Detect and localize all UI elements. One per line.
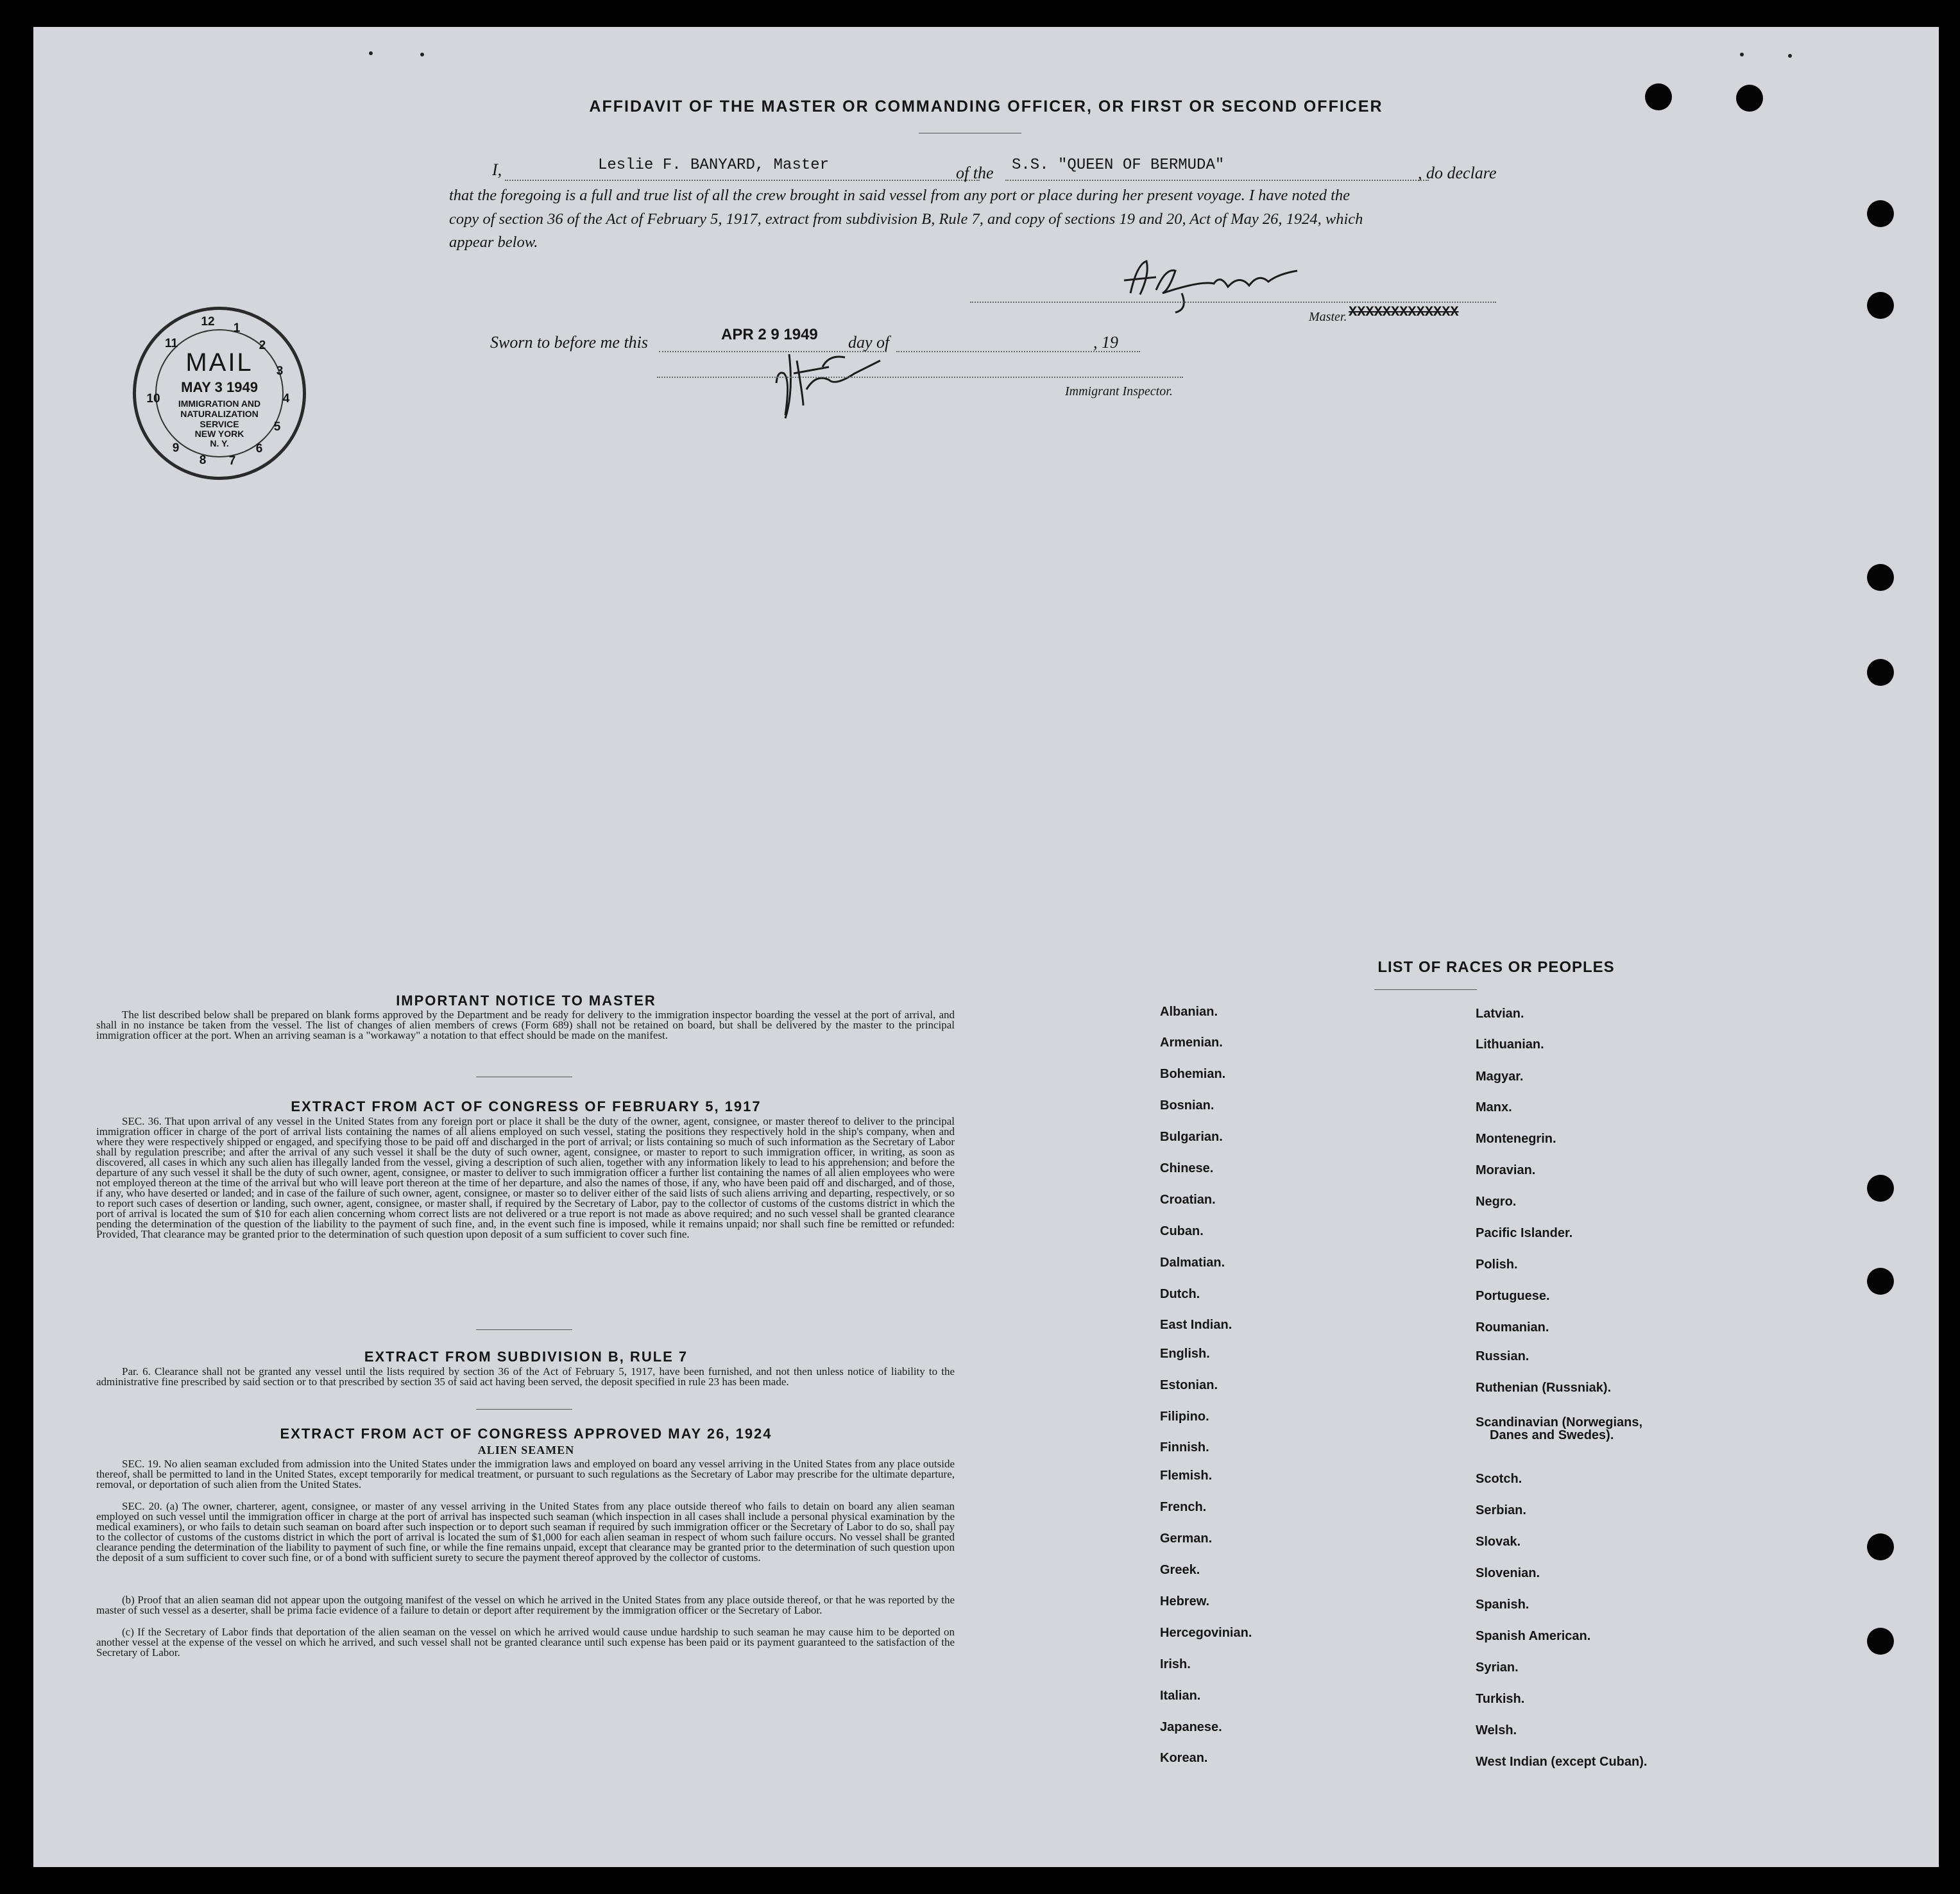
race-item: Flemish.: [1160, 1469, 1213, 1483]
stamp-line-4: NEW YORK: [194, 429, 244, 439]
paper-speck: [420, 53, 424, 56]
rule7-title: EXTRACT FROM SUBDIVISION B, RULE 7: [364, 1349, 688, 1365]
race-item: Korean.: [1160, 1751, 1208, 1765]
race-item: West Indian (except Cuban).: [1476, 1755, 1648, 1769]
stamp-hour-8: 8: [199, 454, 207, 467]
master-name: Leslie F. BANYARD, Master: [598, 157, 830, 174]
sec20c-text: (c) If the Secretary of Labor finds that deportation of the alien seaman on the vessel on which he arrived would cause undue hardship to such seaman he may cause him to be deported on another vessel at the expense of the vessel on which he arrived, and such vessel shall not be granted clearance until such expense has been paid or its payment guaranteed to the satisfaction of the Secretary of Labor.: [96, 1626, 955, 1659]
stamp-hour-10: 10: [146, 392, 160, 405]
stamp-hour-4: 4: [282, 392, 290, 405]
race-item: Armenian.: [1160, 1036, 1223, 1050]
document-page: [33, 27, 1939, 1867]
stamp-hour-12: 12: [201, 315, 215, 328]
race-item: Dalmatian.: [1160, 1256, 1225, 1270]
race-item: Magyar.: [1476, 1070, 1524, 1084]
name-fill-line: [505, 180, 980, 181]
race-item: Bulgarian.: [1160, 1130, 1223, 1144]
race-item: Latvian.: [1476, 1007, 1524, 1021]
i-label: I,: [492, 160, 502, 179]
stamp-hour-6: 6: [255, 442, 263, 456]
race-item: Japanese.: [1160, 1720, 1222, 1734]
race-item: Irish.: [1160, 1657, 1191, 1671]
race-item: Syrian.: [1476, 1660, 1519, 1675]
stamp-line-3: SERVICE: [200, 419, 239, 429]
inspector-sign-line: [657, 377, 1183, 378]
race-item: Bohemian.: [1160, 1067, 1226, 1081]
binder-hole: [1867, 659, 1894, 686]
master-strikeout: XXXXXXXXXXXXX: [1349, 304, 1459, 320]
race-item: East Indian.: [1160, 1318, 1232, 1332]
race-item: Chinese.: [1160, 1161, 1214, 1175]
stamp-hour-7: 7: [228, 454, 236, 468]
race-item: Negro.: [1476, 1195, 1517, 1209]
race-item: Italian.: [1160, 1689, 1201, 1703]
extract-1917-divider: [476, 1329, 572, 1330]
alien-seamen-subtitle: ALIEN SEAMEN: [477, 1444, 575, 1456]
races-divider: [1374, 989, 1477, 990]
race-item: Danes and Swedes).: [1490, 1428, 1614, 1442]
master-label: Master.: [1309, 310, 1347, 324]
mail-received-stamp: [133, 307, 306, 480]
master-signature: [1086, 255, 1317, 316]
binder-hole: [1867, 564, 1894, 591]
stamp-hour-1: 1: [233, 321, 241, 335]
race-item: Scandinavian (Norwegians,: [1476, 1415, 1643, 1429]
race-item: Estonian.: [1160, 1378, 1218, 1392]
race-item: Lithuanian.: [1476, 1037, 1544, 1052]
race-item: Polish.: [1476, 1258, 1518, 1272]
race-item: Albanian.: [1160, 1005, 1218, 1019]
race-item: Hebrew.: [1160, 1594, 1210, 1608]
race-item: Moravian.: [1476, 1163, 1536, 1177]
extract-1924-title: EXTRACT FROM ACT OF CONGRESS APPROVED MAY 26, 1924: [280, 1426, 772, 1442]
vessel-name: S.S. "QUEEN OF BERMUDA": [1012, 157, 1225, 174]
do-declare-label: , do declare: [1418, 164, 1497, 182]
extract-1917-title: EXTRACT FROM ACT OF CONGRESS OF FEBRUARY 5, 1917: [291, 1098, 762, 1114]
notice-title: IMPORTANT NOTICE TO MASTER: [396, 993, 656, 1009]
race-item: Ruthenian (Russniak).: [1476, 1381, 1612, 1395]
stamp-line-2: NATURALIZATION: [180, 409, 259, 419]
of-the-label: of the: [956, 164, 994, 182]
affidavit-line-2: that the foregoing is a full and true list of all the crew brought in said vessel from any port or place during her present voyage. I have noted the: [449, 187, 1351, 204]
stamp-hour-3: 3: [276, 364, 284, 378]
paper-speck: [1788, 54, 1792, 58]
race-item: Greek.: [1160, 1563, 1200, 1577]
race-item: Portuguese.: [1476, 1289, 1550, 1303]
race-item: Bosnian.: [1160, 1098, 1214, 1113]
stamp-hour-11: 11: [164, 337, 178, 350]
stamp-date: MAY 3 1949: [181, 379, 258, 395]
master-sign-line: [970, 302, 1496, 303]
paper-speck: [1740, 53, 1744, 56]
stamp-line-5: N. Y.: [210, 438, 229, 448]
race-item: Dutch.: [1160, 1287, 1200, 1301]
rule7-divider: [476, 1409, 572, 1410]
race-item: Filipino.: [1160, 1410, 1209, 1424]
race-item: Serbian.: [1476, 1503, 1526, 1517]
race-item: Spanish.: [1476, 1598, 1530, 1612]
stamp-line-1: IMMIGRATION AND: [178, 398, 261, 409]
race-item: Pacific Islander.: [1476, 1226, 1573, 1240]
vessel-fill-line: [1005, 180, 1429, 181]
race-item: Roumanian.: [1476, 1320, 1549, 1335]
stamp-hour-5: 5: [273, 420, 281, 434]
affidavit-line-4: appear below.: [449, 234, 538, 251]
year-label: , 19: [1093, 333, 1118, 352]
stamp-word: MAIL: [185, 348, 253, 377]
stamp-hour-2: 2: [259, 339, 266, 352]
sec19-text: SEC. 19. No alien seaman excluded from admission into the United States under the immigration laws and employed on board any vessel arriving in the United States from any place outside thereof, shall be permitted to land in the United States, except temporarily for medical treatment, or pursuant to such regulations as the Secretary of Labor may prescribe for the ultimate departure, removal, or deportation of such alien from the United States.: [96, 1458, 955, 1490]
inspector-label: Immigrant Inspector.: [1065, 384, 1173, 398]
affidavit-line-3: copy of section 36 of the Act of February 5, 1917, extract from subdivision B, Rule 7, and copy of sections 19 and 20, Act of May 26, 1924, which: [449, 210, 1363, 228]
binder-hole: [1867, 200, 1894, 227]
race-item: Spanish American.: [1476, 1629, 1591, 1643]
race-item: Manx.: [1476, 1100, 1512, 1114]
binder-hole: [1867, 1628, 1894, 1655]
day-of-label: day of: [848, 333, 890, 352]
race-item: Montenegrin.: [1476, 1132, 1556, 1146]
rule7-text: Par. 6. Clearance shall not be granted any vessel until the lists required by section 36 of the Act of February 5, 1917, have been furnished, and not then unless notice of liability to the administrative fine prescribed by said section or to that prescribed by section 35 of said act having been served, the deposit specified in rule 23 has been made.: [96, 1365, 955, 1388]
race-item: Turkish.: [1476, 1692, 1525, 1706]
race-item: French.: [1160, 1500, 1207, 1514]
affidavit-title: AFFIDAVIT OF THE MASTER OR COMMANDING OFFICER, OR FIRST OR SECOND OFFICER: [589, 98, 1383, 115]
sworn-date-stamp: APR 2 9 1949: [721, 326, 818, 343]
race-item: German.: [1160, 1531, 1213, 1546]
binder-hole: [1867, 1175, 1894, 1202]
race-item: Slovak.: [1476, 1535, 1521, 1549]
paper-speck: [369, 51, 373, 55]
extract-1917-text: SEC. 36. That upon arrival of any vessel in the United States from any foreign port or place it shall be the duty of the owner, agent, consignee, or master thereof to deliver to the principal immigration officer in charge of the port of arrival lists containing the names of all aliens employed on such vessel, stating the positions they respectively hold in the ship's company, when and where they were respectively shipped or engaged, and specifying those to be paid off and discharged in the port of arrival; or lists containing so much of such information as the Secretary of Labor shall by regulation prescribe; and after the arrival of any such vessel it shall be the duty of such owner, agent, consignee, or master to report to such immigration officer, in writing, as soon as discovered, all cases in which any such alien has illegally landed from the vessel, giving a description of such alien, together with any information likely to lead to his apprehension; and before the departure of any such vessel it shall be the duty of such owner, agent, consignee, or master to deliver to such immigration officer a further list containing the names of all alien employees who were not employed thereon at the time of the arrival but who will leave port thereon at the time of her departure, and also the names of those, if any, who have been paid off and discharged, and of those, if any, who have deserted or landed; and in case of the failure of such owner, agent, consignee, or master so to deliver either of the said lists of such aliens arriving and departing, respectively, or so to report such cases of desertion or landing, such owner, agent, consignee, or master shall, if required by the Secretary of Labor, pay to the collector of customs of the customs district in which the port of arrival is located the sum of $10 for each alien concerning whom correct lists are not delivered or a true report is not made as above required; and no such vessel shall be granted clearance pending the determination of the question of the liability to the payment of such fine, and, in the event such fine is imposed, while it remains unpaid; nor shall such fine be remitted or refunded: Provided, That clearance may be granted prior to the determination of such question upon deposit of a sum sufficient to cover such fine.: [96, 1115, 955, 1240]
race-item: Welsh.: [1476, 1723, 1517, 1737]
stamp-hour-9: 9: [172, 441, 180, 455]
sworn-label: Sworn to before me this: [490, 333, 649, 352]
race-item: Scotch.: [1476, 1472, 1522, 1486]
binder-hole: [1867, 1268, 1894, 1295]
race-item: Russian.: [1476, 1349, 1530, 1363]
race-item: Hercegovinian.: [1160, 1626, 1252, 1640]
race-item: Slovenian.: [1476, 1566, 1540, 1580]
binder-hole: [1867, 1533, 1894, 1560]
race-item: English.: [1160, 1347, 1210, 1361]
race-item: Croatian.: [1160, 1193, 1216, 1207]
race-item: Finnish.: [1160, 1440, 1209, 1455]
races-title: LIST OF RACES OR PEOPLES: [1377, 959, 1615, 976]
race-item: Cuban.: [1160, 1224, 1204, 1238]
sec20a-text: SEC. 20. (a) The owner, charterer, agent, consignee, or master of any vessel arriving in the United States from any place outside thereof who fails to detain on board any alien seaman employed on such vessel until the immigration officer in charge at the port of arrival has inspected such seaman (which inspection in all cases shall include a personal physical examination by the medical examiners), or who fails to detain such seaman on board after such inspection or to deport such seaman if required by such immigration officer or the Secretary of Labor to do so, shall pay to the collector of customs of the customs district in which the port of arrival is located the sum of $1,000 for each alien seaman in respect of whom such failure occurs. No vessel shall be granted clearance pending the determination of the liability to payment of such fine, or while the fine remains unpaid, except that clearance may be granted prior to the determination of such question upon the deposit of a sum sufficient to cover such fine, or of a bond with sufficient surety to secure the payment thereof approved by the collector of customs.: [96, 1500, 955, 1564]
binder-hole: [1867, 292, 1894, 319]
notice-text: The list described below shall be prepared on blank forms approved by the Department and be ready for delivery to the immigration inspector boarding the vessel at the port of arrival, and shall in no instance be taken from the vessel. The list of changes of alien members of crews (Form 689) shall not be retained on board, but shall be delivered by the master to the principal immigration officer at the port. When an arriving seaman is a "workaway" a notation to that effect should be made on the manifest.: [96, 1009, 955, 1041]
sec20b-text: (b) Proof that an alien seaman did not appear upon the outgoing manifest of the vessel on which he arrived in the United States from any place outside thereof, or that he was reported by the master of such vessel as a deserter, shall be prima facie evidence of a failure to detain or deport after requirement by the immigration officer or the Secretary of Labor.: [96, 1594, 955, 1616]
